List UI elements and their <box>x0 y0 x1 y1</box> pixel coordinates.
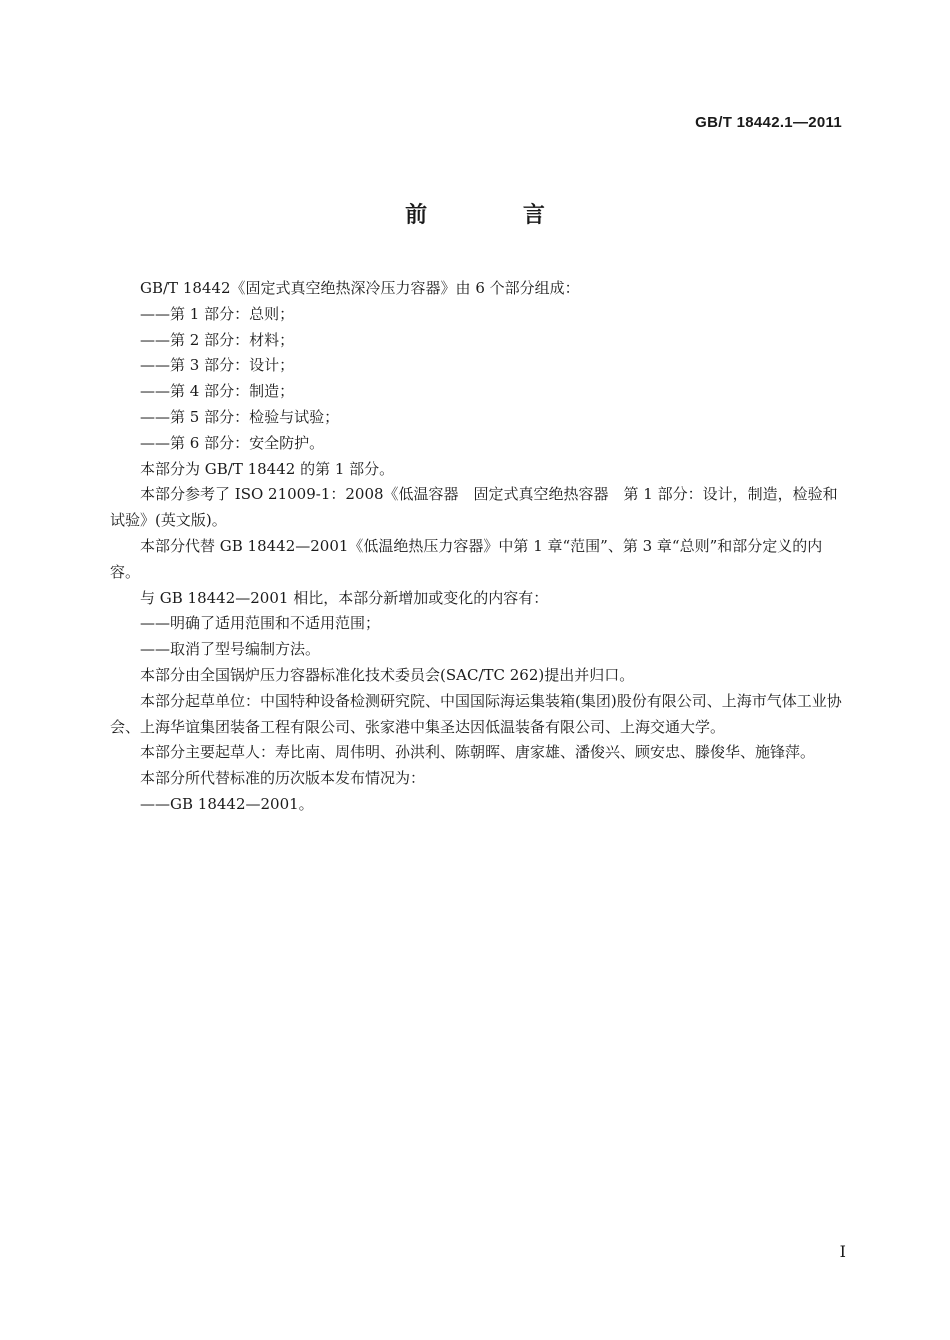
standard-number: GB/T 18442.1—2011 <box>695 114 842 131</box>
paragraph-this-part: 本部分为 GB/T 18442 的第 1 部分。 <box>140 459 395 478</box>
paragraph-changes: 与 GB 18442—2001 相比，本部分新增加或变化的内容有： <box>140 588 549 607</box>
paragraph-history: 本部分所代替标准的历次版本发布情况为： <box>140 769 426 788</box>
list-item-part-6: ——第 6 部分：安全防护。 <box>140 433 325 452</box>
paragraph-reference: 本部分参考了 ISO 21009-1：2008《低温容器 固定式真空绝热容器 第 1 部分：设计，制造，检验和试验》(英文版)。 <box>110 485 838 530</box>
list-item-part-3: ——第 3 部分：设计； <box>140 356 295 375</box>
list-item-history-1: ——GB 18442—2001。 <box>140 794 314 813</box>
list-item-part-2: ——第 2 部分：材料； <box>140 330 295 349</box>
preface-body <box>110 276 850 818</box>
paragraph-proposer: 本部分由全国锅炉压力容器标准化技术委员会(SAC/TC 262)提出并归口。 <box>140 665 635 684</box>
paragraph-drafters: 本部分主要起草人：寿比南、周伟明、孙洪利、陈朝晖、唐家雄、潘俊兴、顾安忠、滕俊华、施锋萍。 <box>140 743 816 762</box>
page-number: I <box>839 1242 846 1261</box>
paragraph-intro: GB/T 18442《固定式真空绝热深冷压力容器》由 6 个部分组成： <box>140 279 580 297</box>
paragraph-replaces: 本部分代替 GB 18442—2001《低温绝热压力容器》中第 1 章“范围”、第 3 章“总则”和部分定义的内容。 <box>110 536 823 581</box>
paragraph-drafting-units: 本部分起草单位：中国特种设备检测研究院、中国国际海运集装箱(集团)股份有限公司、上海市气体工业协会、上海华谊集团装备工程有限公司、张家港中集圣达因低温装备有限公司、上海交通大学。 <box>110 691 842 736</box>
page-title: 前 言 <box>405 202 589 228</box>
list-item-change-2: ——取消了型号编制方法。 <box>140 640 321 659</box>
list-item-part-4: ——第 4 部分：制造； <box>140 382 295 401</box>
list-item-part-1: ——第 1 部分：总则； <box>140 304 295 323</box>
list-item-part-5: ——第 5 部分：检验与试验； <box>140 407 340 426</box>
list-item-change-1: ——明确了适用范围和不适用范围； <box>140 614 381 633</box>
